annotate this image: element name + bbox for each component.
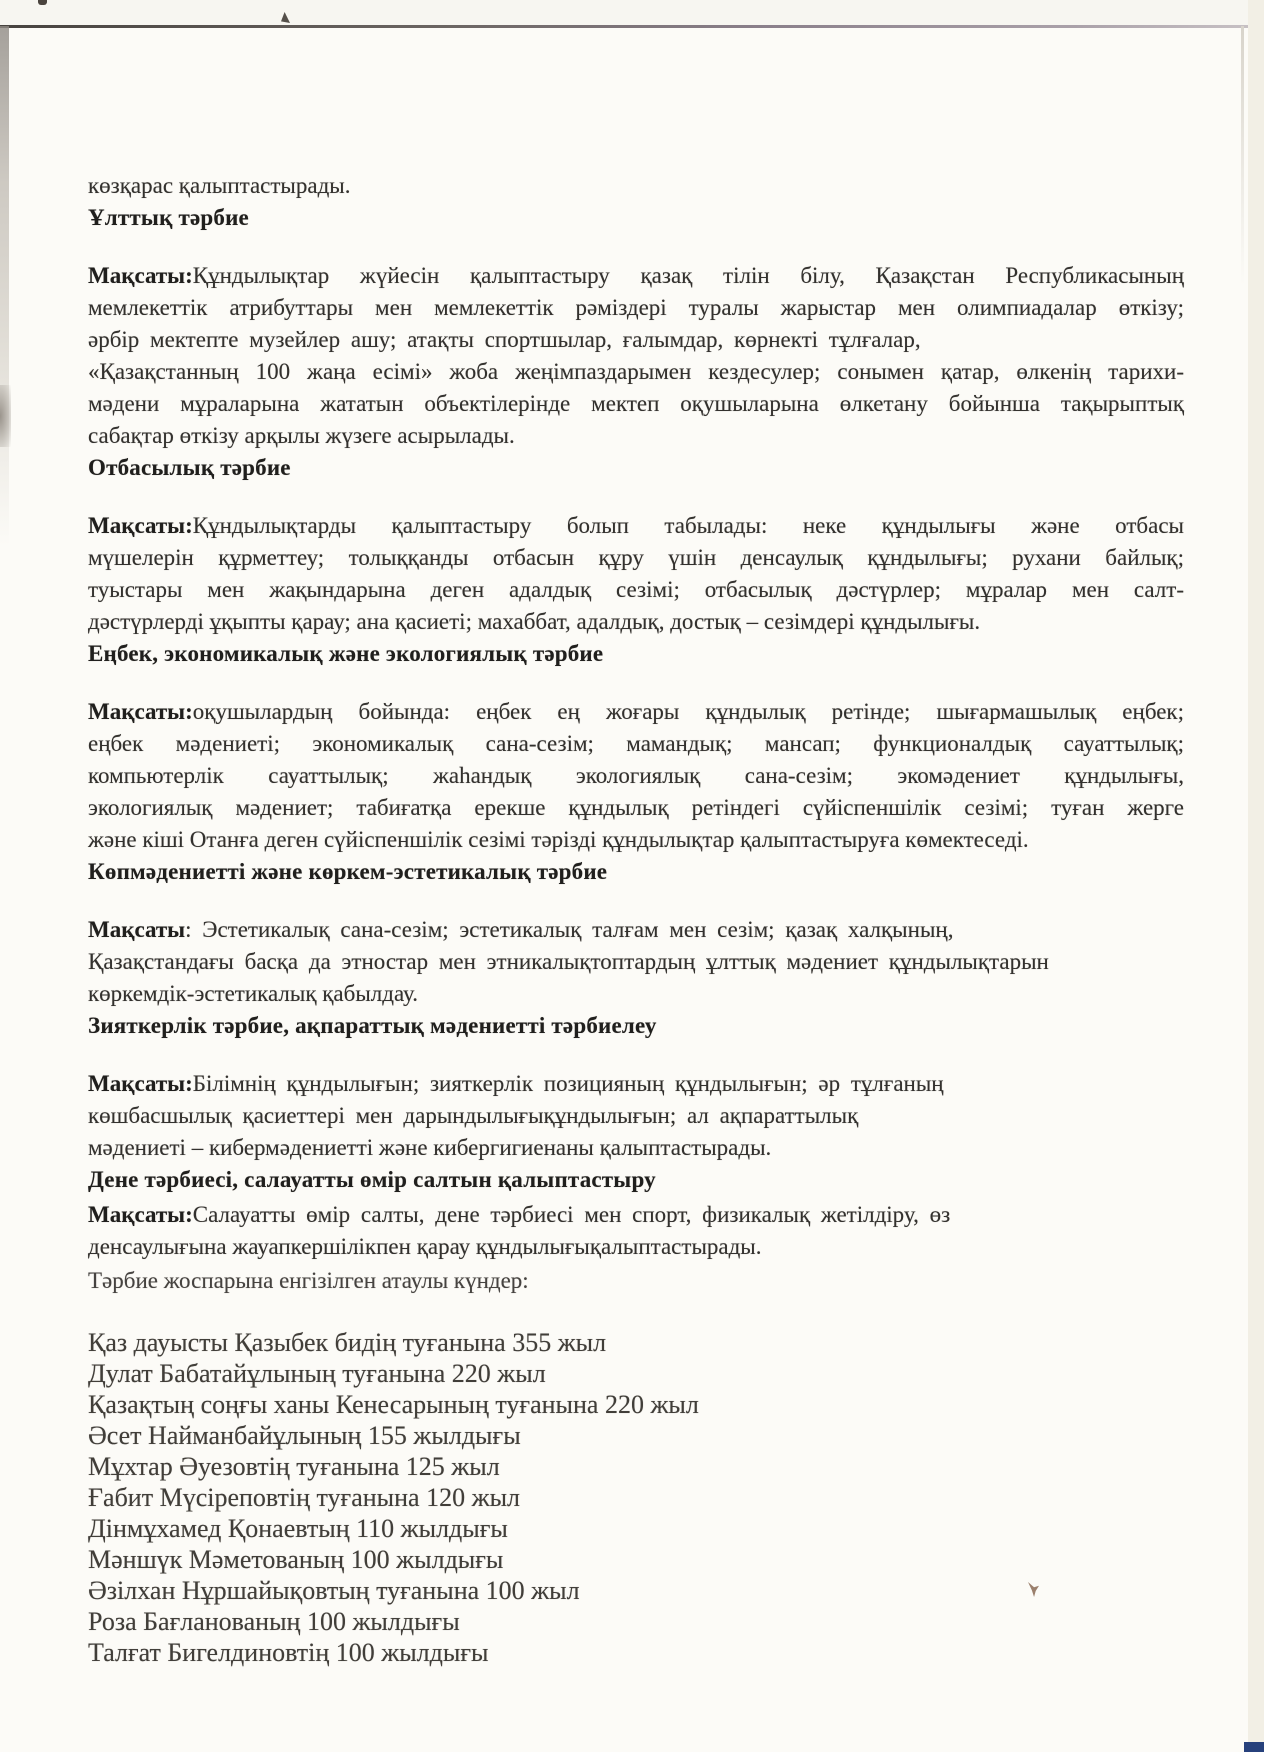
goal-label: Мақсаты:: [88, 1202, 193, 1227]
goal-text: Салауатты өмір салты, дене тәрбиесі мен спорт, физикалық жетілдіру, өз: [192, 1202, 951, 1227]
section-heading-multicultural: Көпмәдениетті және көркем-эстетикалық тәрбие: [88, 859, 608, 884]
paragraph-line: көшбасшылық қасиеттері мен дарындылығықұндылығын; ал ақпараттылық: [88, 1103, 859, 1128]
section-paragraph-physical: [88, 1199, 1184, 1263]
scan-artifact-top-line: [0, 25, 1264, 28]
scan-artifact-left-smudge: [0, 385, 11, 447]
paragraph-line: дәстүрлерді ұқыпты қарау; ана қасиеті; махаббат, адалдық, достық – сезімдері құндылығы.: [88, 609, 981, 634]
paragraph-line: [88, 1068, 1184, 1100]
date-item: Дулат Бабатайұлының туғанына 220 жыл: [88, 1359, 546, 1388]
goal-label: Мақсаты:: [88, 263, 193, 288]
goal-text: Құндылықтарды қалыптастыру болып табылады: неке құндылығы және отбасы: [192, 513, 1184, 538]
goal-label: Мақсаты:: [88, 1071, 193, 1096]
paragraph-line: Қазақстандағы басқа да этностар мен этникалықтоптардың ұлттық мәдениет құндылықтарын: [88, 949, 1049, 974]
goal-label: Мақсаты: [88, 917, 186, 942]
paragraph-line: денсаулығына жауапкершілікпен қарау құндылығықалыптастырады.: [88, 1234, 762, 1259]
paragraph-line: [88, 696, 1184, 728]
goal-text: оқушылардың бойында: еңбек ең жоғары құндылық ретінде; шығармашылық еңбек;: [192, 699, 1184, 724]
scan-artifact-corner-mark: [1244, 1742, 1264, 1752]
paragraph-line: мәдениеті – кибермәдениетті және кибергигиенаны қалыптастырады.: [88, 1135, 772, 1160]
section-paragraph-labor: [88, 696, 1184, 856]
section-heading-family: Отбасылық тәрбие: [88, 455, 291, 480]
date-item: Қазақтың соңғы ханы Кенесарының туғанына 220 жыл: [88, 1390, 699, 1419]
goal-text: : Эстетикалық сана-сезім; эстетикалық талғам мен сезім; қазақ халқының,: [185, 917, 954, 942]
section-paragraph-intellectual: [88, 1068, 1184, 1164]
paragraph-line: мәдени мұраларына жататын объектілерінде мектеп оқушыларына өлкетану бойынша тақырыптық: [88, 391, 1184, 416]
paragraph-line: [88, 1199, 1184, 1231]
paragraph-line: әрбір мектепте музейлер ашу; атақты спортшылар, ғалымдар, көрнекті тұлғалар,: [88, 327, 921, 352]
date-item: Әсет Найманбайұлының 155 жылдығы: [88, 1421, 521, 1450]
date-item: Мұхтар Әуезовтің туғанына 125 жыл: [88, 1452, 500, 1481]
date-item: Роза Бағланованың 100 жылдығы: [88, 1607, 460, 1636]
paragraph-line: мүшелерін құрметтеу; толыққанды отбасын құру үшін денсаулық құндылығы; рухани байлық;: [88, 545, 1184, 570]
paragraph-line: көркемдік-эстетикалық қабылдау.: [88, 981, 418, 1006]
date-item: Әзілхан Нұршайықовтың туғанына 100 жыл: [88, 1576, 580, 1605]
paragraph-line: [88, 914, 1184, 946]
scan-artifact-right-line: [1241, 26, 1244, 286]
section-heading-intellectual: Зияткерлік тәрбие, ақпараттық мәдениетті тәрбиелеу: [88, 1013, 657, 1038]
paragraph-line: еңбек мәдениеті; экономикалық сана-сезім; мамандық; мансап; функционалдық сауаттылық;: [88, 731, 1184, 756]
paragraph-line: және кіші Отанға деген сүйіспеншілік сезімі тәрізді құндылықтар қалыптастыруға көмектеседі.: [88, 827, 1029, 852]
section-heading-national: Ұлттық тәрбие: [88, 205, 249, 230]
intro-line: көзқарас қалыптастырады.: [88, 173, 351, 198]
scan-artifact-left-edge: [0, 26, 9, 546]
section-paragraph-multicultural: [88, 914, 1184, 1010]
memorial-dates-list: [88, 1327, 1184, 1668]
date-item: Мәншүк Мәметованың 100 жылдығы: [88, 1545, 504, 1574]
paragraph-line: [88, 510, 1184, 542]
paragraph-line: [88, 260, 1184, 292]
paragraph-line: экологиялық мәдениет; табиғатқа ерекше құндылық ретіндегі сүйіспеншілік сезімі; туған жерге: [88, 795, 1184, 820]
paragraph-line: «Қазақстанның 100 жаңа есімі» жоба жеңімпаздарымен кездесулер; сонымен қатар, өлкенің тарихи-: [88, 359, 1184, 384]
section-heading-physical: Дене тәрбиесі, салауатты өмір салтын қалыптастыру: [88, 1167, 656, 1192]
date-item: Талғат Бигелдиновтің 100 жылдығы: [88, 1638, 489, 1667]
goal-label: Мақсаты:: [88, 513, 193, 538]
goal-label: Мақсаты:: [88, 699, 193, 724]
paragraph-line: туыстары мен жақындарына деген адалдық сезімі; отбасылық дәстүрлер; мұралар мен салт-: [88, 577, 1184, 602]
goal-text: Құндылықтар жүйесін қалыптастыру қазақ тілін білу, Қазақстан Республикасының: [192, 263, 1184, 288]
scan-top-strip: [0, 0, 1264, 25]
paragraph-line: компьютерлік сауаттылық; жаһандық экологиялық сана-сезім; экомәдениет құндылығы,: [88, 763, 1184, 788]
paragraph-line: сабақтар өткізу арқылы жүзеге асырылады.: [88, 423, 515, 448]
section-paragraph-national: [88, 260, 1184, 452]
date-item: Ғабит Мүсіреповтің туғанына 120 жыл: [88, 1483, 521, 1512]
date-item: Дінмұхамед Қонаевтың 110 жылдығы: [88, 1514, 508, 1543]
date-item: Қаз дауысты Қазыбек бидің туғанына 355 жыл: [88, 1328, 607, 1357]
section-paragraph-family: [88, 510, 1184, 638]
paragraph-line: мемлекеттік атрибуттары мен мемлекеттік рәміздері туралы жарыстар мен олимпиадалар өткізу;: [88, 295, 1184, 320]
document-body: [88, 170, 1184, 1668]
dates-intro: Тәрбие жоспарына енгізілген атаулы күндер:: [88, 1268, 529, 1293]
scan-artifact-top-mark: [38, 0, 47, 5]
goal-text: Білімнің құндылығын; зияткерлік позицияның құндылығын; әр тұлғаның: [192, 1071, 944, 1096]
section-heading-labor: Еңбек, экономикалық және экологиялық тәрбие: [88, 641, 604, 666]
scan-artifact-right-edge: [1248, 0, 1264, 1752]
